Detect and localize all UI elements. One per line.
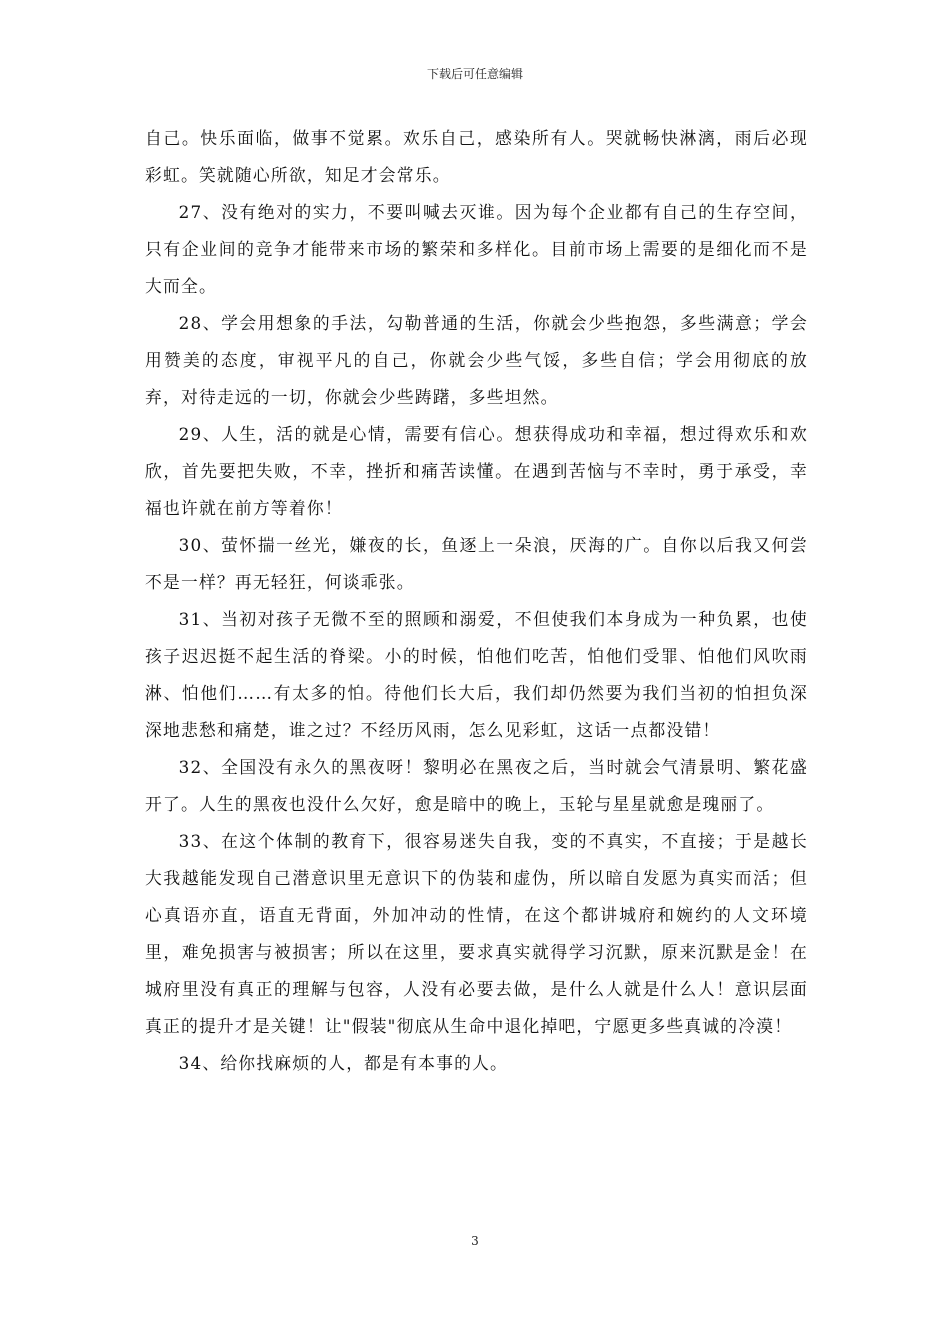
paragraph-continuation: 自己。快乐面临，做事不觉累。欢乐自己，感染所有人。哭就畅快淋漓，雨后必现彩虹。笑就随心所欲，知足才会常乐。 bbox=[145, 128, 808, 185]
paragraph-32: 32、全国没有永久的黑夜呀！黎明必在黑夜之后，当时就会气清景明、繁花盛开了。人生的黑夜也没什么欠好，愈是暗中的晚上，玉轮与星星就愈是瑰丽了。 bbox=[145, 757, 808, 814]
paragraph-28: 28、学会用想象的手法，勾勒普通的生活，你就会少些抱怨，多些满意；学会用赞美的态度，审视平凡的自己，你就会少些气馁，多些自信；学会用彻底的放弃，对待走远的一切，你就会少些踌躇，多些坦然。 bbox=[145, 313, 808, 407]
paragraph-33: 33、在这个体制的教育下，很容易迷失自我，变的不真实，不直接；于是越长大我越能发现自己潜意识里无意识下的伪装和虚伪，所以暗自发愿为真实而活；但心真语亦直，语直无背面，外加冲动的性情，在这个都讲城府和婉约的人文环境里，难免损害与被损害；所以在这里，要求真实就得学习沉默，原来沉默是金！在城府里没有真正的理解与包容，人没有必要去做，是什么人就是什么人！意识层面真正的提升才是关键！让"假装"彻底从生命中退化掉吧，宁愿更多些真诚的冷漠！ bbox=[145, 831, 808, 1036]
document-body bbox=[145, 120, 808, 1082]
paragraph-34: 34、给你找麻烦的人，都是有本事的人。 bbox=[178, 1053, 509, 1073]
paragraph-29: 29、人生，活的就是心情，需要有信心。想获得成功和幸福，想过得欢乐和欢欣，首先要把失败，不幸，挫折和痛苦读懂。在遇到苦恼与不幸时，勇于承受，幸福也许就在前方等着你！ bbox=[145, 424, 808, 518]
page-header: 下载后可任意编辑 bbox=[426, 67, 523, 81]
paragraph-31: 31、当初对孩子无微不至的照顾和溺爱，不但使我们本身成为一种负累，也使孩子迟迟挺不起生活的脊梁。小的时候，怕他们吃苦，怕他们受罪、怕他们风吹雨淋、怕他们……有太多的怕。待他们长大后，我们却仍然要为我们当初的怕担负深深地悲愁和痛楚，谁之过？不经历风雨，怎么见彩虹，这话一点都没错！ bbox=[145, 609, 808, 740]
paragraph-27: 27、没有绝对的实力，不要叫喊去灭谁。因为每个企业都有自己的生存空间，只有企业间的竞争才能带来市场的繁荣和多样化。目前市场上需要的是细化而不是大而全。 bbox=[145, 202, 808, 296]
page-number: 3 bbox=[471, 1234, 479, 1248]
paragraph-30: 30、萤怀揣一丝光，嫌夜的长，鱼逐上一朵浪，厌海的广。自你以后我又何尝不是一样？再无轻狂，何谈乖张。 bbox=[145, 535, 808, 592]
